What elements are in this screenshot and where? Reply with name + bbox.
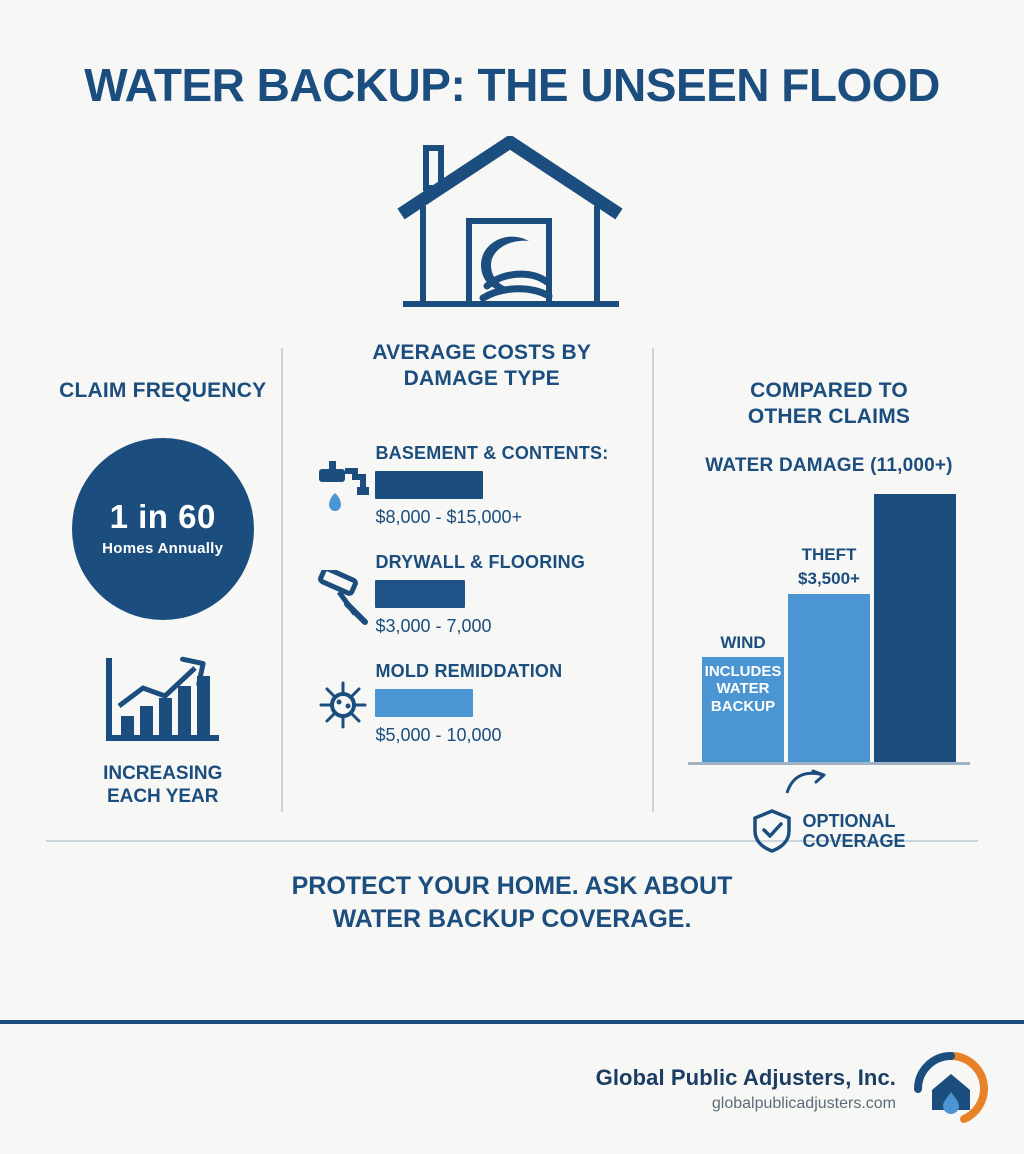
column1-caption [44,762,281,810]
bar-group-wind [700,485,786,762]
claim-frequency-stat [72,438,254,620]
bar-chart [688,485,970,765]
bar-value-theft: $3,500+ [798,569,860,589]
column-divider-1 [281,348,283,812]
cost-list [311,443,652,746]
bar-theft [788,594,870,762]
column3-heading-line1: COMPARED TO [750,379,908,402]
optional-line1: OPTIONAL [802,810,896,831]
cost-body [375,661,652,746]
cost-value: $8,000 - $15,000+ [375,507,523,528]
cost-icon-container [311,443,375,517]
cta-text [0,870,1024,935]
stat-secondary: Homes Annually [102,540,224,558]
bar-water-damage [874,494,956,762]
column3-heading-line2: OTHER CLAIMS [747,404,911,428]
stat-primary: 1 in 60 [109,498,216,536]
columns-container [0,340,1024,852]
column-compared-claims [652,340,980,852]
bar-label-theft: THEFT [801,545,857,565]
column-average-costs [281,340,652,830]
column1-caption-line1: INCREASING [103,762,223,784]
column1-caption-line2: EACH YEAR [106,786,219,808]
cost-item [311,552,652,637]
cost-bar [375,689,473,717]
brand-block [596,1052,988,1126]
cost-label: BASEMENT & CONTENTS: [375,443,609,464]
bottom-rule [0,1020,1024,1024]
shield-check-icon [752,809,792,853]
faucet-drip-icon [317,461,369,517]
column2-heading-line2: DAMAGE TYPE [403,366,560,390]
chart-top-label: WATER DAMAGE (11,000+) [705,455,953,477]
bar-group-theft [786,485,872,762]
optional-coverage-note [678,809,980,853]
bar-group-water-damage [872,485,958,762]
bar-chart-up-icon [103,654,223,746]
cost-item [311,443,652,528]
curved-arrow-up-icon [783,769,831,795]
optional-line2: COVERAGE [802,831,906,852]
column3-heading [678,378,980,429]
cost-bar [375,471,483,499]
cost-value: $5,000 - 10,000 [375,725,502,746]
house-swoosh-logo-icon [914,1052,988,1126]
cost-body [375,443,652,528]
cost-icon-container [311,552,375,626]
cost-item [311,661,652,746]
page-title: WATER BACKUP: THE UNSEEN FLOOD [84,59,940,111]
column2-heading [311,340,652,391]
column-claim-frequency [44,340,281,830]
column-divider-2 [652,348,654,812]
house-water-wave-icon [397,136,627,321]
cost-bar [375,580,465,608]
optional-coverage-text [802,811,905,852]
brand-url[interactable]: globalpublicadjusters.com [711,1095,896,1112]
cta-line2: WATER BACKUP COVERAGE. [332,904,692,933]
house-icon-container [0,136,1024,326]
column1-heading: CLAIM FREQUENCY [59,379,267,402]
bar-wind [702,657,784,762]
trend-icon-container [44,654,281,746]
cost-body [375,552,652,637]
cost-label: MOLD REMIDDATION [375,661,563,682]
arrow-container [678,769,980,795]
bar-label-wind: WIND [720,633,766,653]
cta-line1: PROTECT YOUR HOME. ASK ABOUT [291,872,733,900]
bar-annotation-wind: INCLUDES WATER BACKUP [704,663,782,715]
cost-value: $3,000 - 7,000 [375,616,492,637]
brand-text [596,1065,896,1113]
mold-spore-icon [317,679,369,731]
paint-roller-icon [317,570,369,626]
brand-name: Global Public Adjusters, Inc. [595,1065,896,1090]
cost-label: DRYWALL & FLOORING [375,552,586,573]
cost-icon-container [311,661,375,731]
column2-heading-line1: AVERAGE COSTS BY [372,341,592,364]
